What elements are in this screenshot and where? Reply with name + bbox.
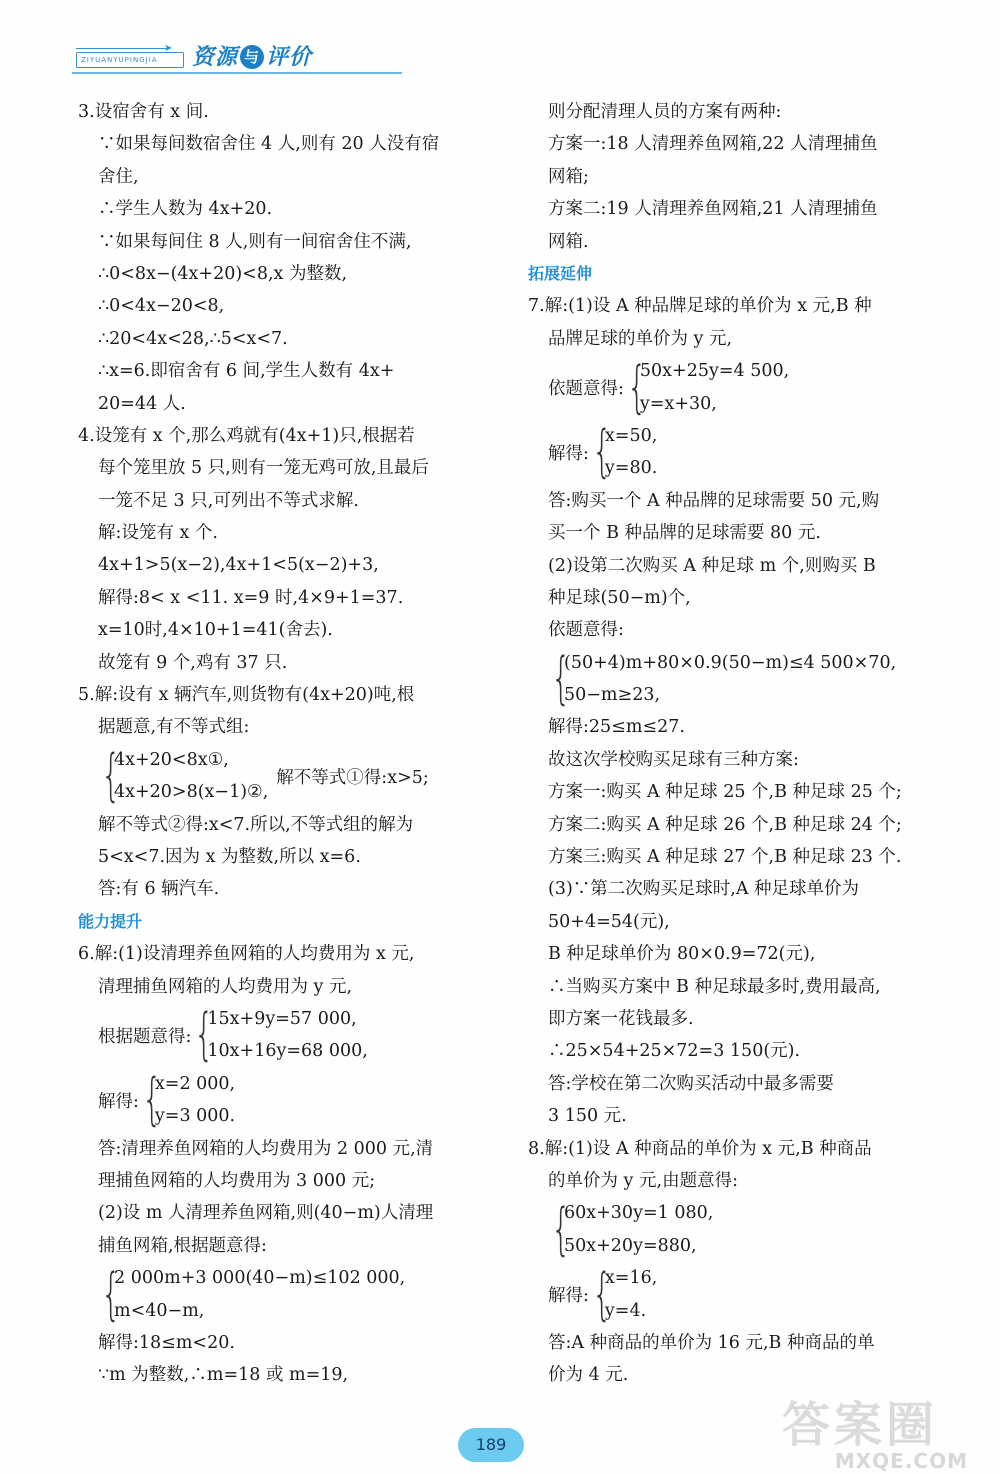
equation-system [78, 744, 478, 809]
equation: y=4. [604, 1300, 647, 1321]
brace-icon: { [101, 1261, 121, 1327]
text-line: 方案二:购买 A 种足球 26 个,B 种足球 24 个; [548, 814, 902, 835]
header-pinyin: ZIYUANYUPINGJIA [76, 52, 184, 68]
brace-icon: { [142, 1067, 162, 1133]
text-line: 答:学校在第二次购买活动中最多需要 [548, 1073, 834, 1094]
text-line: 方案一:购买 A 种足球 25 个,B 种足球 25 个; [548, 782, 902, 803]
text-line: 答:A 种商品的单价为 16 元,B 种商品的单 [548, 1332, 875, 1353]
text-line: ∴学生人数为 4x+20. [98, 199, 273, 220]
equation: 4x+20>8(x−1)②, [114, 782, 269, 803]
text-line: ∴x=6.即宿舍有 6 间,学生人数有 4x+ [98, 361, 395, 382]
text-line: 解得:8< x <11. x=9 时,4×9+1=37. [98, 587, 404, 608]
equation: 15x+9y=57 000, [207, 1008, 357, 1029]
text-line: 价为 4 元. [548, 1365, 629, 1386]
text-line: 3 150 元. [548, 1106, 627, 1127]
brace-icon: { [551, 1196, 571, 1262]
text-line: 解不等式②得:x<7.所以,不等式组的解为 [98, 814, 414, 835]
equation: y=80. [604, 458, 658, 479]
left-column [78, 96, 478, 1392]
equation: x=50, [604, 425, 658, 446]
text-line: 捕鱼网箱,根据题意得: [98, 1235, 267, 1256]
page-number: 189 [458, 1428, 524, 1462]
equation: 60x+30y=1 080, [564, 1203, 714, 1224]
brace-icon: { [592, 1261, 612, 1327]
text-line: 4x+1>5(x−2),4x+1<5(x−2)+3, [98, 555, 379, 576]
text-line: 答:有 6 辆汽车. [98, 879, 220, 900]
equation: y=3 000. [154, 1106, 236, 1127]
text-line: ∴25×54+25×72=3 150(元). [548, 1041, 801, 1062]
section-heading: 拓展延伸 [528, 263, 593, 283]
text-line: 50+4=54(元), [548, 911, 670, 932]
equation: (50+4)m+80×0.9(50−m)≤4 500×70, [564, 652, 897, 673]
equation: m<40−m, [114, 1300, 205, 1321]
text-line: 清理捕鱼网箱的人均费用为 y 元, [98, 976, 353, 997]
page-header [72, 38, 402, 76]
text-line: ∴20<4x<28,∴5<x<7. [98, 328, 288, 349]
equation: y=x+30, [639, 393, 717, 414]
text-line: 网箱; [548, 166, 589, 187]
text-line: 据题意,有不等式组: [98, 717, 250, 738]
equation: 50x+20y=880, [564, 1235, 697, 1256]
text-line: 5.解:设有 x 辆汽车,则货物有(4x+20)吨,根 [78, 685, 415, 706]
text-line: ∴0<8x−(4x+20)<8,x 为整数, [98, 263, 348, 284]
text-line: 方案一:18 人清理养鱼网箱,22 人清理捕鱼 [548, 134, 878, 155]
watermark-url: MXQE.COM [834, 1449, 968, 1473]
text-line: 4.设笼有 x 个,那么鸡就有(4x+1)只,根据若 [78, 425, 415, 446]
equation-system [528, 420, 928, 485]
text-line: 方案三:购买 A 种足球 27 个,B 种足球 23 个. [548, 847, 902, 868]
text-line: ∵如果每间数宿舍住 4 人,则有 20 人没有宿 [98, 134, 440, 155]
text-line: ∵如果每间住 8 人,则有一间宿舍住不满, [98, 231, 412, 252]
text-line: 网箱. [548, 231, 589, 252]
text-line: 3.设宿舍有 x 间. [78, 102, 209, 122]
header-arrow-icon: ➤ [164, 43, 173, 54]
text-line: 6.解:(1)设清理养鱼网箱的人均费用为 x 元, [78, 944, 415, 965]
text-line: 8.解:(1)设 A 种商品的单价为 x 元,B 种商品 [528, 1138, 872, 1159]
text-line: 解得:25≤m≤27. [548, 717, 685, 738]
text-line: 即方案一花钱最多. [548, 1008, 694, 1029]
text-line: (3)∵第二次购买足球时,A 种足球单价为 [548, 879, 860, 900]
brace-icon: { [194, 1002, 215, 1068]
equation-system [528, 355, 928, 420]
equation: 4x+20<8x①, [114, 749, 229, 770]
section-heading: 能力提升 [78, 911, 143, 931]
text-line: 买一个 B 种品牌的足球需要 80 元. [548, 523, 821, 544]
text-line: 20=44 人. [98, 393, 186, 414]
equation-system [528, 1197, 928, 1262]
equation: x=2 000, [154, 1073, 236, 1094]
text-line: (2)设 m 人清理养鱼网箱,则(40−m)人清理 [98, 1203, 434, 1224]
text-line: 5<x<7.因为 x 为整数,所以 x=6. [98, 847, 361, 867]
equation-system [78, 1003, 478, 1068]
header-title [192, 40, 312, 71]
text-line: 种足球(50−m)个, [548, 587, 691, 608]
text-line: 答:清理养鱼网箱的人均费用为 2 000 元,清 [98, 1138, 434, 1159]
text-line: 的单价为 y 元,由题意得: [548, 1170, 738, 1191]
watermark-logo: 答案圈 [782, 1397, 939, 1453]
equation: x=16, [604, 1268, 658, 1289]
right-column [528, 96, 928, 1392]
text-line: ∴0<4x−20<8, [98, 296, 225, 317]
equation-system [78, 1262, 478, 1327]
text-line: 解得:18≤m<20. [98, 1332, 235, 1353]
text-line: 故笼有 9 个,鸡有 37 只. [98, 652, 288, 673]
text-line: 理捕鱼网箱的人均费用为 3 000 元; [98, 1170, 376, 1191]
equation-label: 解得: [98, 1091, 139, 1112]
header-title-yu: 与 [240, 45, 264, 69]
text-line: (2)设第二次购买 A 种足球 m 个,则购买 B [548, 555, 876, 576]
watermark [782, 1397, 982, 1473]
equation: 50−m≥23, [564, 685, 661, 706]
text-line: 则分配清理人员的方案有两种: [548, 102, 782, 122]
text-line: 答:购买一个 A 种品牌的足球需要 50 元,购 [548, 490, 880, 511]
equation-system [528, 1262, 928, 1327]
header-title-a: 资源 [192, 45, 239, 70]
text-line: 舍住, [98, 166, 139, 187]
text-line: ∵m 为整数,∴m=18 或 m=19, [98, 1365, 349, 1386]
equation-system [78, 1068, 478, 1133]
equation-label: 解得: [548, 1286, 589, 1307]
text-line: 品牌足球的单价为 y 元, [548, 328, 733, 349]
text-line: 故这次学校购买足球有三种方案: [548, 749, 799, 770]
equation-label: 依题意得: [548, 379, 624, 400]
brace-icon: { [592, 419, 612, 485]
equation-system [528, 647, 928, 712]
brace-icon: { [101, 743, 121, 809]
text-line: B 种足球单价为 80×0.9=72(元), [548, 944, 816, 965]
text-line: 每个笼里放 5 只,则有一笼无鸡可放,且最后 [98, 458, 429, 479]
brace-icon: { [627, 354, 647, 420]
text-line: 方案二:19 人清理养鱼网箱,21 人清理捕鱼 [548, 199, 878, 220]
equation-label: 根据题意得: [98, 1026, 192, 1047]
header-pin-line [76, 48, 168, 49]
header-title-b: 评价 [266, 45, 313, 70]
text-line: x=10时,4×10+1=41(舍去). [98, 620, 333, 641]
equation: 50x+25y=4 500, [639, 361, 790, 382]
header-rule [72, 72, 402, 74]
equation: 10x+16y=68 000, [207, 1041, 368, 1062]
equation-label: 解得: [548, 443, 589, 464]
text-line: ∴当购买方案中 B 种足球最多时,费用最高, [548, 976, 881, 997]
text-line: 7.解:(1)设 A 种品牌足球的单价为 x 元,B 种 [528, 296, 872, 317]
text-line: 解:设笼有 x 个. [98, 523, 218, 544]
text-line: 一笼不足 3 只,可列出不等式求解. [98, 490, 359, 511]
equation-tail: 解不等式①得:x>5; [276, 767, 429, 788]
brace-icon: { [551, 646, 571, 712]
equation: 2 000m+3 000(40−m)≤102 000, [114, 1268, 406, 1289]
text-line: 依题意得: [548, 620, 624, 641]
